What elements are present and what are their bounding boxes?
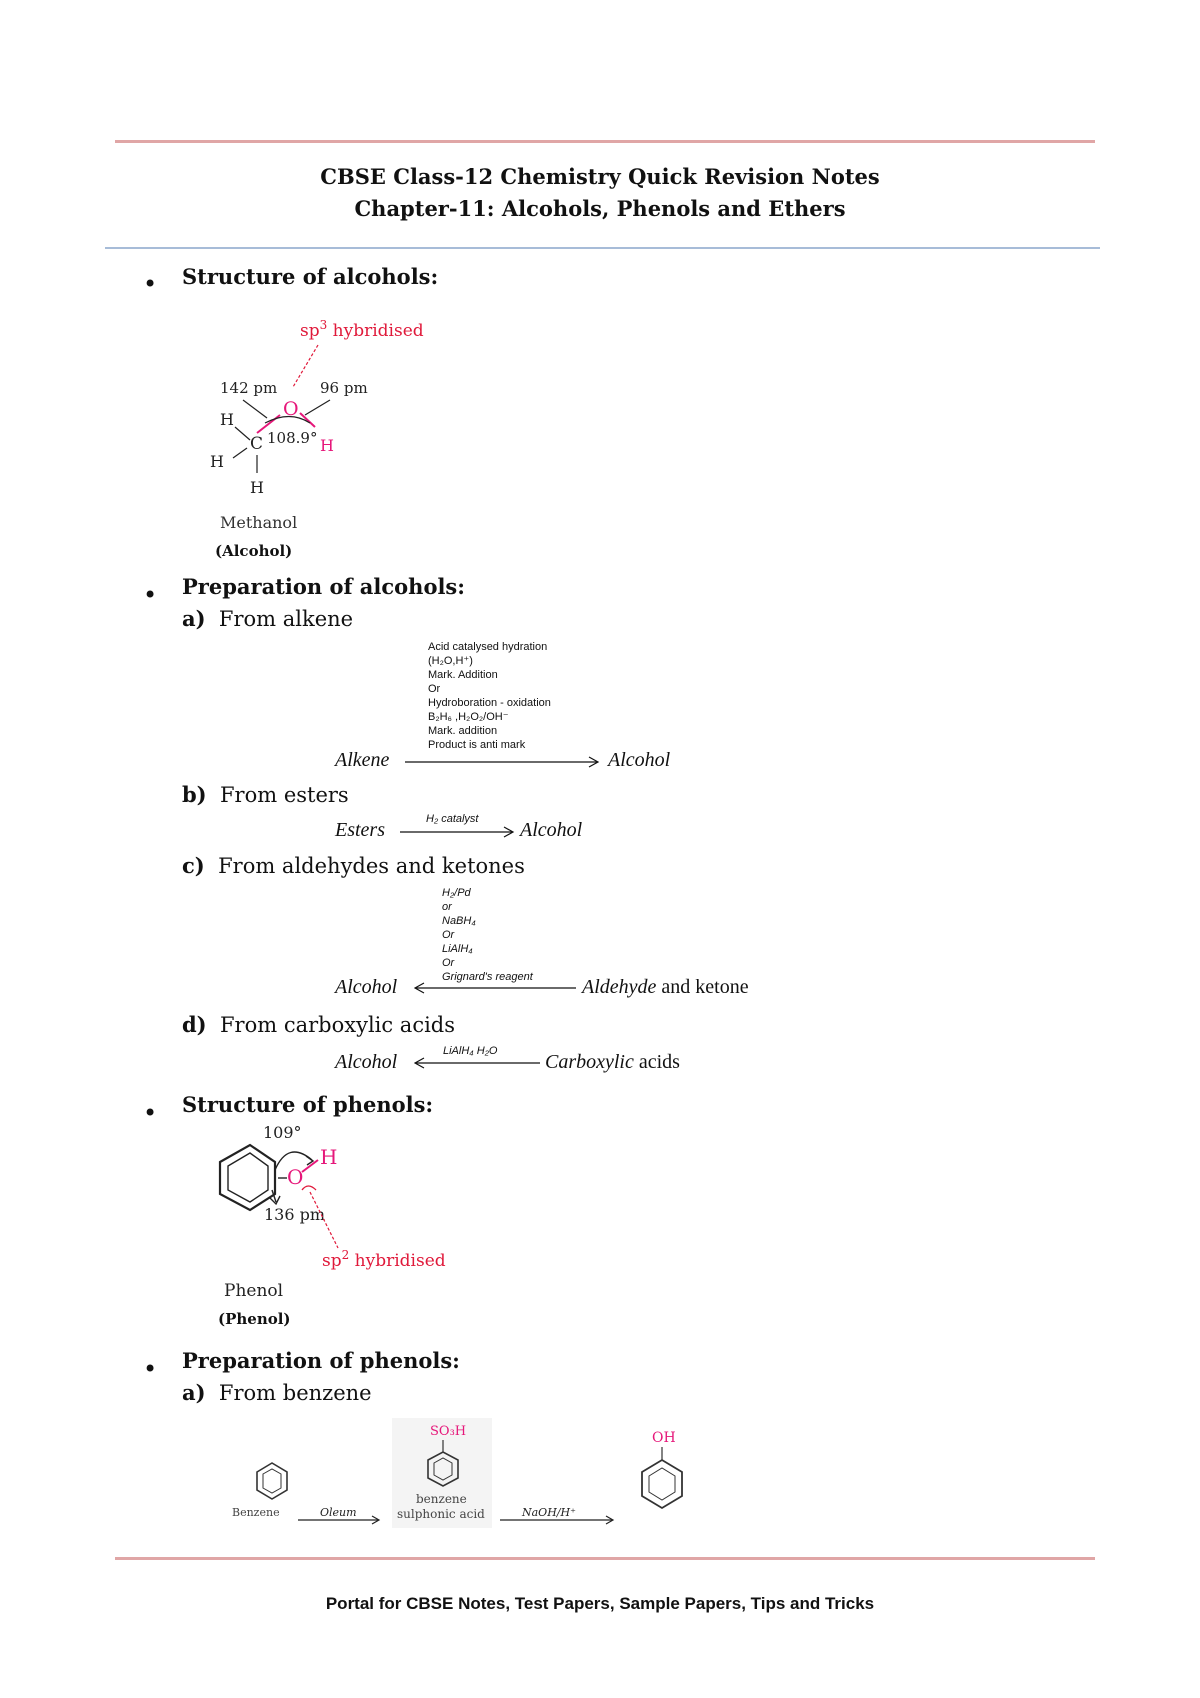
bond-angle: 109° [263, 1123, 302, 1142]
sub-item-a: a) From alkene [182, 606, 354, 631]
reaction-conditions: H₂/Pd or NaBH₄ Or LiAlH₄ Or Grignard's reagent [442, 887, 533, 983]
product: Alcohol [335, 1051, 398, 1073]
bullet: • [143, 1355, 158, 1383]
benzene-ring [257, 1463, 287, 1499]
section-heading: Structure of phenols: [182, 1092, 434, 1117]
reactant: Esters [335, 819, 385, 841]
hydroxyl-hydrogen: H [320, 1145, 338, 1169]
product: Alcohol [608, 749, 671, 771]
molecule-type: (Alcohol) [215, 542, 293, 560]
benzene-label: Benzene [232, 1506, 280, 1519]
sub-item-b: b) From esters [182, 782, 349, 807]
oxygen-atom: O [287, 1165, 304, 1189]
footer-text: Portal for CBSE Notes, Test Papers, Sample Papers, Tips and Tricks [325, 1594, 875, 1613]
molecule-type: (Phenol) [218, 1310, 291, 1328]
reaction-arrow [405, 752, 605, 768]
reaction-arrow [414, 978, 579, 994]
oxygen-atom: O [283, 398, 299, 420]
phenol-structure [190, 1120, 490, 1340]
product: Alcohol [335, 976, 398, 998]
bond-length-oh: 96 pm [320, 379, 368, 397]
hydroxyl-group: OH [652, 1430, 676, 1446]
sulphonic-group: SO₃H [430, 1424, 467, 1439]
reaction-condition: LiAlH₄ H₂O [443, 1045, 498, 1057]
reaction-condition: H₂ catalyst [426, 813, 479, 825]
page-title-line1: CBSE Class-12 Chemistry Quick Revision Notes [320, 164, 880, 189]
section-heading: Preparation of alcohols: [182, 574, 465, 599]
methanol-structure [195, 315, 435, 565]
carbon-atom: C [250, 434, 264, 454]
product: Alcohol [520, 819, 583, 841]
reaction-conditions: Acid catalysed hydration (H₂O,H⁺) Mark. Addition Or Hydroboration - oxidation B₂H₆ ,H₂O₂/OH⁻ Mark. addition Product is anti mark [428, 641, 551, 751]
intermediate-name: benzene [416, 1492, 467, 1506]
reactant: Aldehyde and ketone [582, 976, 749, 998]
bond-length-co: 142 pm [220, 379, 278, 397]
bullet: • [143, 1099, 158, 1127]
bullet: • [143, 270, 158, 298]
reactant: Carboxylic acids [545, 1051, 680, 1073]
sub-item-c: c) From aldehydes and ketones [182, 853, 525, 878]
intermediate-name: sulphonic acid [397, 1507, 485, 1521]
sub-item-d: d) From carboxylic acids [182, 1012, 456, 1037]
hybrid-label: $sp^2$ hybridised [322, 1248, 446, 1271]
hydrogen-atom: H [250, 478, 264, 497]
bond-angle: 108.9° [267, 429, 318, 447]
bond-length: 136 pm [264, 1205, 326, 1224]
molecule-name: Methanol [220, 513, 298, 532]
phenol-preparation-scheme [220, 1410, 720, 1535]
molecule-name: Phenol [224, 1281, 284, 1301]
bullet: • [143, 581, 158, 609]
reactant: Alkene [335, 749, 390, 771]
hydroxyl-hydrogen: H [320, 436, 334, 455]
hybrid-label: $sp^3$ hybridised [300, 318, 424, 341]
benzene-ring [642, 1460, 682, 1508]
reagent-naoh: NaOH/H⁺ [522, 1506, 576, 1519]
section-heading: Structure of alcohols: [182, 264, 439, 289]
hydrogen-atom: H [210, 452, 224, 471]
sub-item-a: a) From benzene [182, 1380, 372, 1405]
reaction-arrow [400, 822, 520, 838]
hydrogen-atom: H [220, 410, 234, 429]
top-rule [115, 140, 1095, 143]
title-rule [105, 247, 1100, 249]
section-heading: Preparation of phenols: [182, 1348, 460, 1373]
reaction-arrow [414, 1053, 544, 1069]
reagent-oleum: Oleum [320, 1506, 357, 1519]
page-title-line2: Chapter-11: Alcohols, Phenols and Ethers [354, 196, 846, 221]
footer-rule [115, 1557, 1095, 1560]
